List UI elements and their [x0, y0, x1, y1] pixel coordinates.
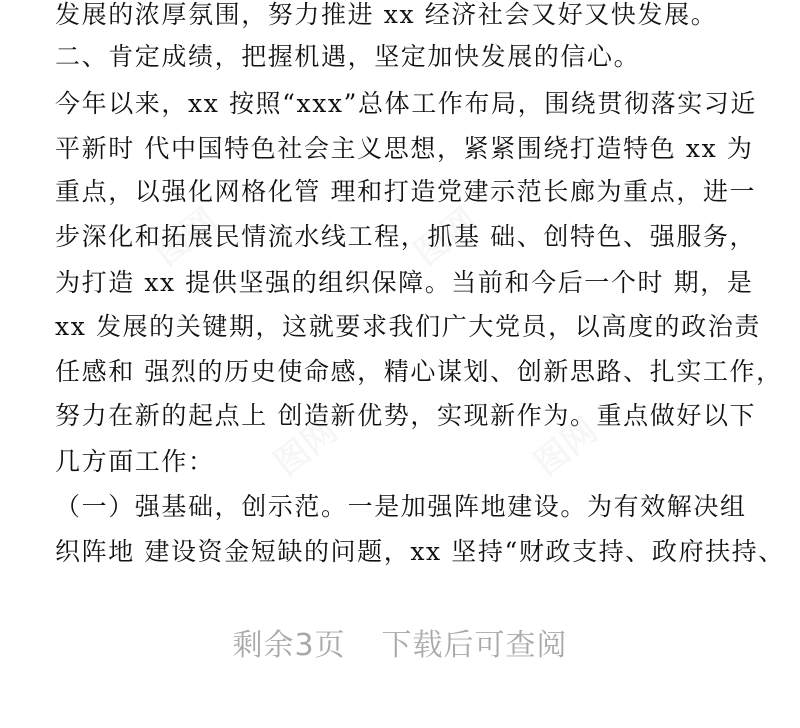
remaining-pages-label: 剩余3页 [232, 628, 346, 663]
text-line-2: 二、肯定成绩，把握机遇，坚定加快发展的信心。 [55, 42, 641, 71]
text-line-4: 平新时 代中国特色社会主义思想，紧紧围绕打造特色 xx 为 [55, 134, 754, 163]
text-line-9: 任感和 强烈的历史使命感，精心谋划、创新思路、扎实工作， [55, 357, 783, 386]
text-line-3: 今年以来，xx 按照“xxx”总体工作布局，围绕贯彻落实习近 [55, 89, 758, 118]
text-line-8: xx 发展的关键期，这就要求我们广大党员，以高度的政治责 [55, 312, 761, 341]
text-line-13: 织阵地 建设资金短缺的问题，xx 坚持“财政支持、政府扶持、 [55, 537, 785, 566]
text-line-12: （一）强基础，创示范。一是加强阵地建设。为有效解决组 [55, 492, 747, 521]
text-line-6: 步深化和拓展民情流水线工程，抓基 础、创特色、强服务， [55, 222, 757, 251]
text-line-7: 为打造 xx 提供坚强的组织保障。当前和今后一个时 期，是 [55, 268, 754, 297]
text-line-1: 发展的浓厚氛围，努力推进 xx 经济社会又好又快发展。 [55, 0, 718, 29]
text-line-10: 努力在新的起点上 创造新优势，实现新作为。重点做好以下 [55, 401, 757, 430]
text-line-5: 重点，以强化网格化管 理和打造党建示范长廊为重点，进一 [55, 177, 757, 206]
download-prompt[interactable] [0, 620, 800, 664]
download-hint-label: 下载后可查阅 [381, 628, 568, 663]
text-line-11: 几方面工作： [55, 447, 215, 476]
